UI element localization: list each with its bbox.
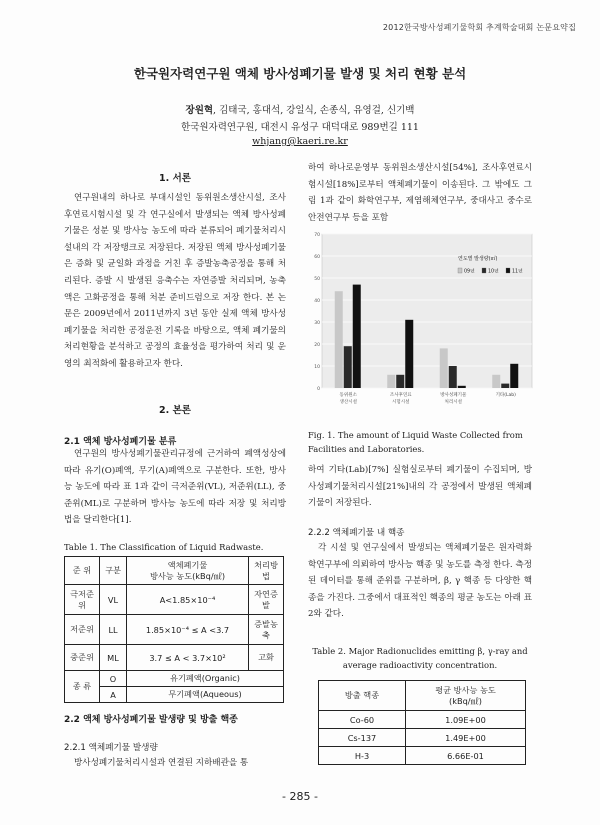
x-tick-label: 기타(Lab) bbox=[495, 393, 516, 398]
x-tick-label-line2: 처리시설 bbox=[444, 400, 462, 405]
table-2-header-nuclide: 방출 핵종 bbox=[319, 681, 406, 711]
bar bbox=[396, 375, 404, 388]
table-1-header-level: 준 위 bbox=[65, 557, 100, 585]
bar bbox=[510, 364, 518, 388]
y-tick-label: 10 bbox=[314, 365, 320, 370]
subsection-2-2-1-paragraph: 방사성폐기물처리시설과 연결된 지하배관을 통 bbox=[74, 758, 249, 768]
table-1-header-method: 처리방법 bbox=[249, 557, 284, 585]
subsection-2-2-2-paragraph: 각 시설 및 연구실에서 발생되는 액체폐기물은 원자력화학연구부에 의뢰하여 방사능 핵종 및 농도를 측정 한다. 측정된 데이터를 통해 준위를 구분하며, β, γ 핵종 등 다양한 핵종을 가진다. 그중에서 대표적인 핵종의 평균 농도는 아래 표 2와 같다. bbox=[308, 543, 532, 620]
legend-entry: 11년 bbox=[512, 269, 523, 275]
section-1-paragraph: 연구원내의 하나로 부대시설인 동위원소생산시설, 조사후연료시험시설 및 각 연구실에서 발생되는 액체 방사성폐기물은 성분 및 방사능 농도에 따라 분류되어 폐기물처리시설내의 각 저장탱크로 저장된다. 저장된 액체 방사성폐기물은 증화 및 균일화 과정을 거친 후 증발농축공정을 통해 처리된다. 증발 시 발생된 응축수는 자연증발 처리되며, 농축액은 고화공정을 통해 처분 준비드럼으로 저장 한다. 본 논문은 2009년에서 2011년까지 3년 동안 실제 액체 방사성폐기물을 처리한 공정운전 기록을 바탕으로, 액체 폐기물의 처리현황을 분석하고 공정의 효율성을 평가하여 처리 및 운영의 최적화에 활용하고자 한다. bbox=[64, 193, 286, 369]
table-1-row: 극저준위 VL A<1.85×10⁻⁴ 자연증발 bbox=[65, 585, 284, 615]
table-2-caption: Table 2. Major Radionuclides emitting β, γ-ray and average radioactivity concentration. bbox=[312, 646, 528, 670]
table-1-row: 저준위 LL 1.85×10⁻⁴ ≤ A <3.7 증발농축 bbox=[65, 615, 284, 645]
y-tick-label: 50 bbox=[314, 277, 320, 282]
y-tick-label: 0 bbox=[317, 387, 320, 392]
legend-swatch bbox=[458, 268, 462, 273]
x-tick-label-line2: 시험시설 bbox=[392, 400, 410, 405]
page-number: - 285 - bbox=[282, 790, 318, 803]
table-1 bbox=[64, 556, 284, 703]
bar-chart bbox=[310, 222, 536, 412]
table-1-header-conc: 액체폐기물 방사능 농도(kBq/㎖) bbox=[127, 557, 249, 585]
bar bbox=[405, 320, 413, 388]
legend-swatch bbox=[482, 268, 486, 273]
bar bbox=[449, 366, 457, 388]
bar bbox=[353, 285, 361, 388]
bar bbox=[458, 386, 466, 388]
table-1-row: 종 류 O 유기폐액(Organic) bbox=[65, 671, 284, 687]
section-1-heading: 1. 서론 bbox=[159, 173, 191, 184]
legend-title: 연도별 발생량(㎥) bbox=[458, 256, 498, 262]
bar bbox=[440, 348, 448, 388]
email-link[interactable]: whjang@kaeri.re.kr bbox=[252, 136, 348, 147]
subsection-2-2-heading: 2.2 액체 방사성폐기물 발생량 및 방출 핵종 bbox=[64, 715, 238, 725]
co-authors: , 김태국, 홍대석, 강일식, 손종식, 유영걸, 신기백 bbox=[213, 105, 415, 116]
paper-title: 한국원자력연구원 액체 방사성폐기물 발생 및 처리 현황 분석 bbox=[133, 66, 467, 81]
author-list bbox=[0, 102, 600, 116]
table-2-row: Cs-137 1.49E+00 bbox=[319, 729, 526, 747]
figure-1-caption: Fig. 1. The amount of Liquid Waste Collected from Facilities and Laboratories. bbox=[308, 430, 523, 454]
subsection-2-1-paragraph: 연구원의 방사성폐기물관리규정에 근거하여 폐액성상에 따라 유기(O)폐액, 무기(A)폐액으로 구분한다. 또한, 방사능 농도에 따라 표 1과 같이 극저준위(VL), 저준위(LL), 중준위(ML)로 구분하며 방사능 농도에 따라 저장 및 처리방법을 달리한다[1]. bbox=[64, 449, 286, 526]
bar bbox=[501, 384, 509, 388]
y-tick-label: 20 bbox=[314, 343, 320, 348]
section-2-heading: 2. 본론 bbox=[159, 405, 191, 416]
affiliation: 한국원자력연구원, 대전시 유성구 대덕대로 989번길 111 bbox=[181, 122, 419, 133]
legend-entry: 10년 bbox=[488, 269, 499, 275]
table-2-row: Co-60 1.09E+00 bbox=[319, 711, 526, 729]
table-1-row: A 무기폐액(Aqueous) bbox=[65, 687, 284, 703]
subsection-2-2-1-heading: 2.2.1 액체폐기물 발생량 bbox=[64, 743, 158, 753]
lead-author: 장원혁 bbox=[185, 105, 214, 116]
table-2 bbox=[318, 680, 526, 765]
table-2-row: H-3 6.66E-01 bbox=[319, 747, 526, 765]
y-tick-label: 60 bbox=[314, 255, 320, 260]
y-tick-label: 40 bbox=[314, 299, 320, 304]
table-1-caption: Table 1. The Classification of Liquid Radwaste. bbox=[64, 542, 264, 552]
right-column-top-paragraph: 하여 하나로운영부 동위원소생산시설[54%], 조사후연료시험시설[18%]로부터 액체폐기물이 이송된다. 그 밖에도 그림 1과 같이 화학연구부, 제염해체연구부, 중대사고 중수로 안전연구부 등을 포함 bbox=[308, 163, 532, 223]
x-tick-label-line2: 생산시설 bbox=[339, 400, 357, 405]
legend-entry: 09년 bbox=[464, 269, 475, 275]
running-header: 2012한국방사성폐기물학회 추계학술대회 논문요약집 bbox=[382, 23, 576, 32]
subsection-2-1-heading: 2.1 액체 방사성폐기물 분류 bbox=[64, 437, 177, 447]
y-tick-label: 30 bbox=[314, 321, 320, 326]
bar bbox=[335, 291, 343, 388]
subsection-2-2-2-heading: 2.2.2 액체폐기물 내 핵종 bbox=[308, 528, 405, 538]
x-tick-label: 동위원소 bbox=[339, 393, 357, 398]
table-2-header-conc: 평균 방사능 농도 (kBq/㎖) bbox=[406, 681, 526, 711]
right-column-mid-paragraph: 하여 기타(Lab)[7%] 실험실로부터 폐기물이 수집되며, 방사성폐기물처리시설[21%]내의 각 공정에서 발생된 액체폐기물이 저장된다. bbox=[308, 465, 532, 509]
bar bbox=[387, 375, 395, 388]
bar bbox=[492, 375, 500, 388]
legend-swatch bbox=[506, 268, 510, 273]
table-1-header-class: 구분 bbox=[100, 557, 127, 585]
y-tick-label: 70 bbox=[314, 233, 320, 238]
x-tick-label: 조사후연료 bbox=[389, 393, 412, 398]
x-tick-label: 방사성폐기물 bbox=[440, 393, 467, 398]
bar bbox=[344, 346, 352, 388]
table-1-row: 중준위 ML 3.7 ≤ A < 3.7×10² 고화 bbox=[65, 645, 284, 671]
